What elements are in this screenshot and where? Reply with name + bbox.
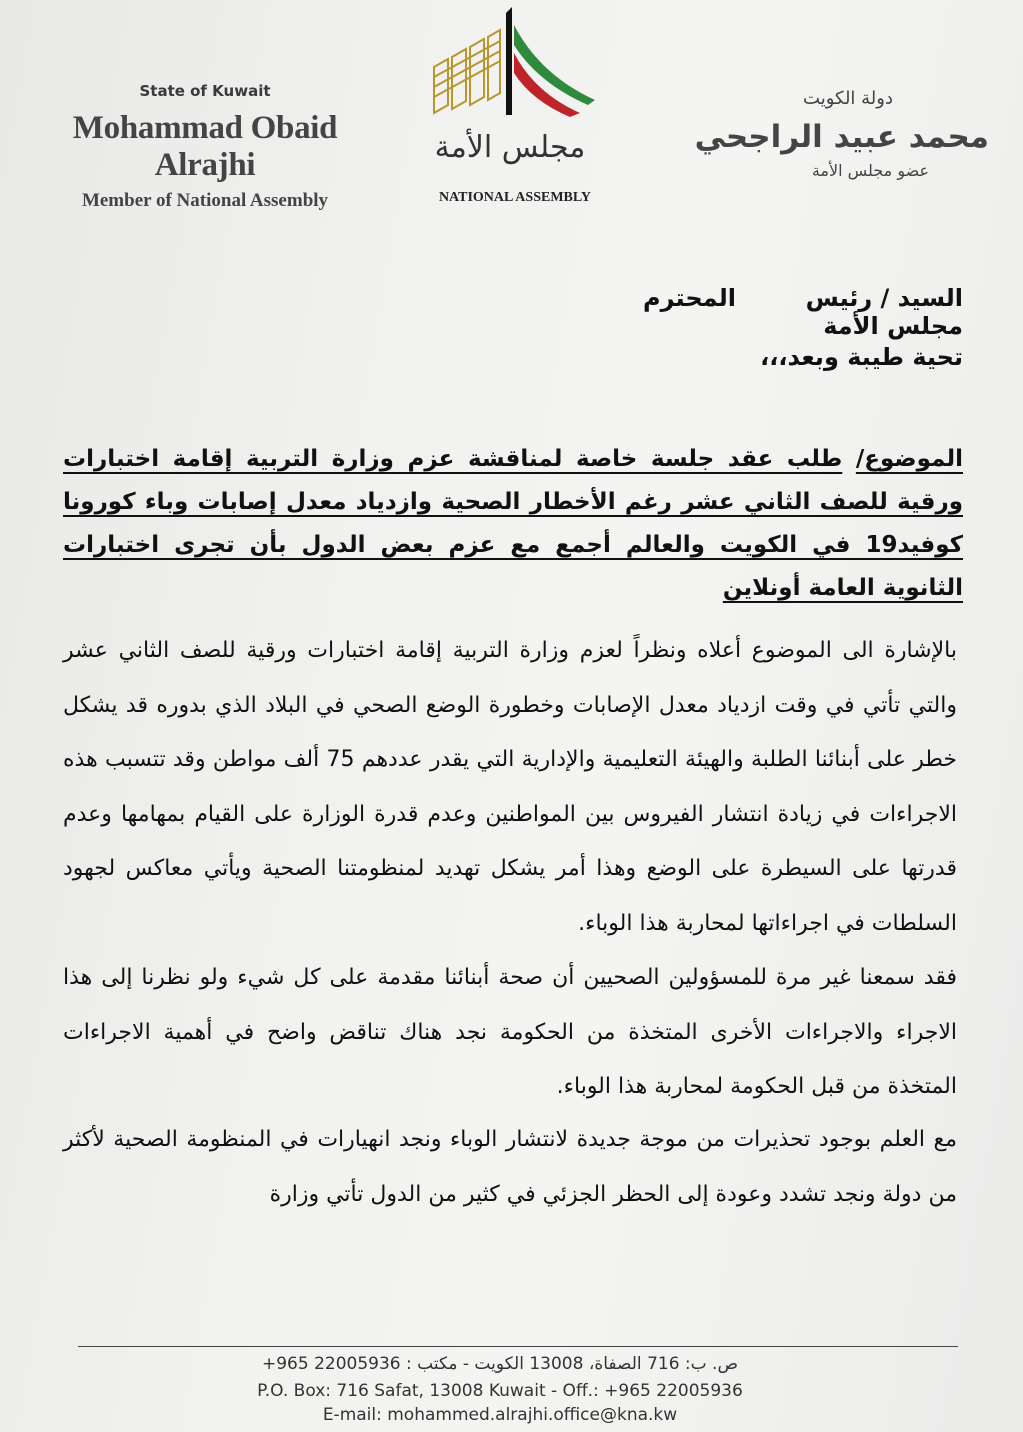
letterhead-english [20,80,390,212]
body-paragraph: مع العلم بوجود تحذيرات من موجة جديدة لانتشار الوباء ونجد انهيارات في المنظومة الصحية لأكثر من دولة ونجد تشدد وعودة إلى الحظر الجزئي في كثير من الدول تأتي وزارة [63,1127,957,1207]
subject-block [63,438,963,610]
letterhead-role-en: Member of National Assembly [81,190,329,211]
body-paragraph: فقد سمعنا غير مرة للمسؤولين الصحيين أن صحة أبنائنا مقدمة على كل شيء ولو نظرنا إلى هذا الاجراء والاجراءات الأخرى المتخذة من الحكومة نجد هناك تناقض واضح في أهمية الاجراءات المتخذة من قبل الحكومة لمحاربة هذا الوباء. [63,965,957,1099]
greeting: تحية طيبة وبعد،،، [760,343,963,371]
letterhead-role-ar: عضو مجلس الأمة [811,161,929,180]
logo-green-stripe [514,25,595,105]
body-paragraph: بالإشارة الى الموضوع أعلاه ونظراً لعزم وزارة التربية إقامة اختبارات ورقية للصف الثاني عشر والتي تأتي في وقت ازدياد معدل الإصابات وخطورة الوضع الصحي في البلاد الذي بدوره قد يشكل خطر على أبنائنا الطلبة والهيئة التعليمية والإدارية التي يقدر عددهم 75 ألف مواطن وقد تتسبب هذه الاجراءات في زيادة انتشار الفيروس بين المواطنين وعدم قدرة الوزارة على القيام بمهامها وعدم قدرتها على السيطرة على الوضع وهذا أمر يشكل تهديد لمنظومتنا الصحية ويأتي معاكس لجهود السلطات في اجراءاتها لمحاربة هذا الوباء. [63,638,957,936]
logo-english-text: NATIONAL ASSEMBLY [438,190,592,205]
footer-contact-ar: ص. ب: 716 الصفاة، 13008 الكويت - مكتب : 22005936 965+ [261,1354,739,1374]
letterhead-name-en: Mohammad Obaid Alrajhi [72,110,338,183]
footer-divider [78,1346,958,1347]
footer-contact-en: P.O. Box: 716 Safat, 13008 Kuwait - Off.: +965 22005936 [257,1381,743,1401]
logo-black-stripe [506,7,512,115]
recipient-block [63,284,963,340]
recipient-line: السيد / رئيس مجلس الأمة [805,284,963,340]
national-assembly-logo [420,5,610,210]
subject-label: الموضوع/ [855,446,963,472]
honorific: المحترم [643,284,736,312]
letterhead-name-ar: محمد عبيد الراجحي [694,119,989,155]
logo-arabic-text: مجلس الأمة [434,130,586,165]
letterhead-arabic [659,78,989,180]
subject-text: طلب عقد جلسة خاصة لمناقشة عزم وزارة التربية إقامة اختبارات ورقية للصف الثاني عشر رغم الأخطار الصحية وازدياد معدل إصابات وباء كورونا كوفيد19 في الكويت والعالم أجمع مع عزم بعض الدول بأن تجرى اختبارات الثانوية العامة أونلاين [63,446,963,601]
footer-email: E-mail: mohammed.alrajhi.office@kna.kw [322,1405,678,1425]
logo-red-stripe [514,53,580,117]
letterhead-state-en: State of Kuwait [139,82,271,100]
letterhead-state-ar: دولة الكويت [803,88,893,109]
